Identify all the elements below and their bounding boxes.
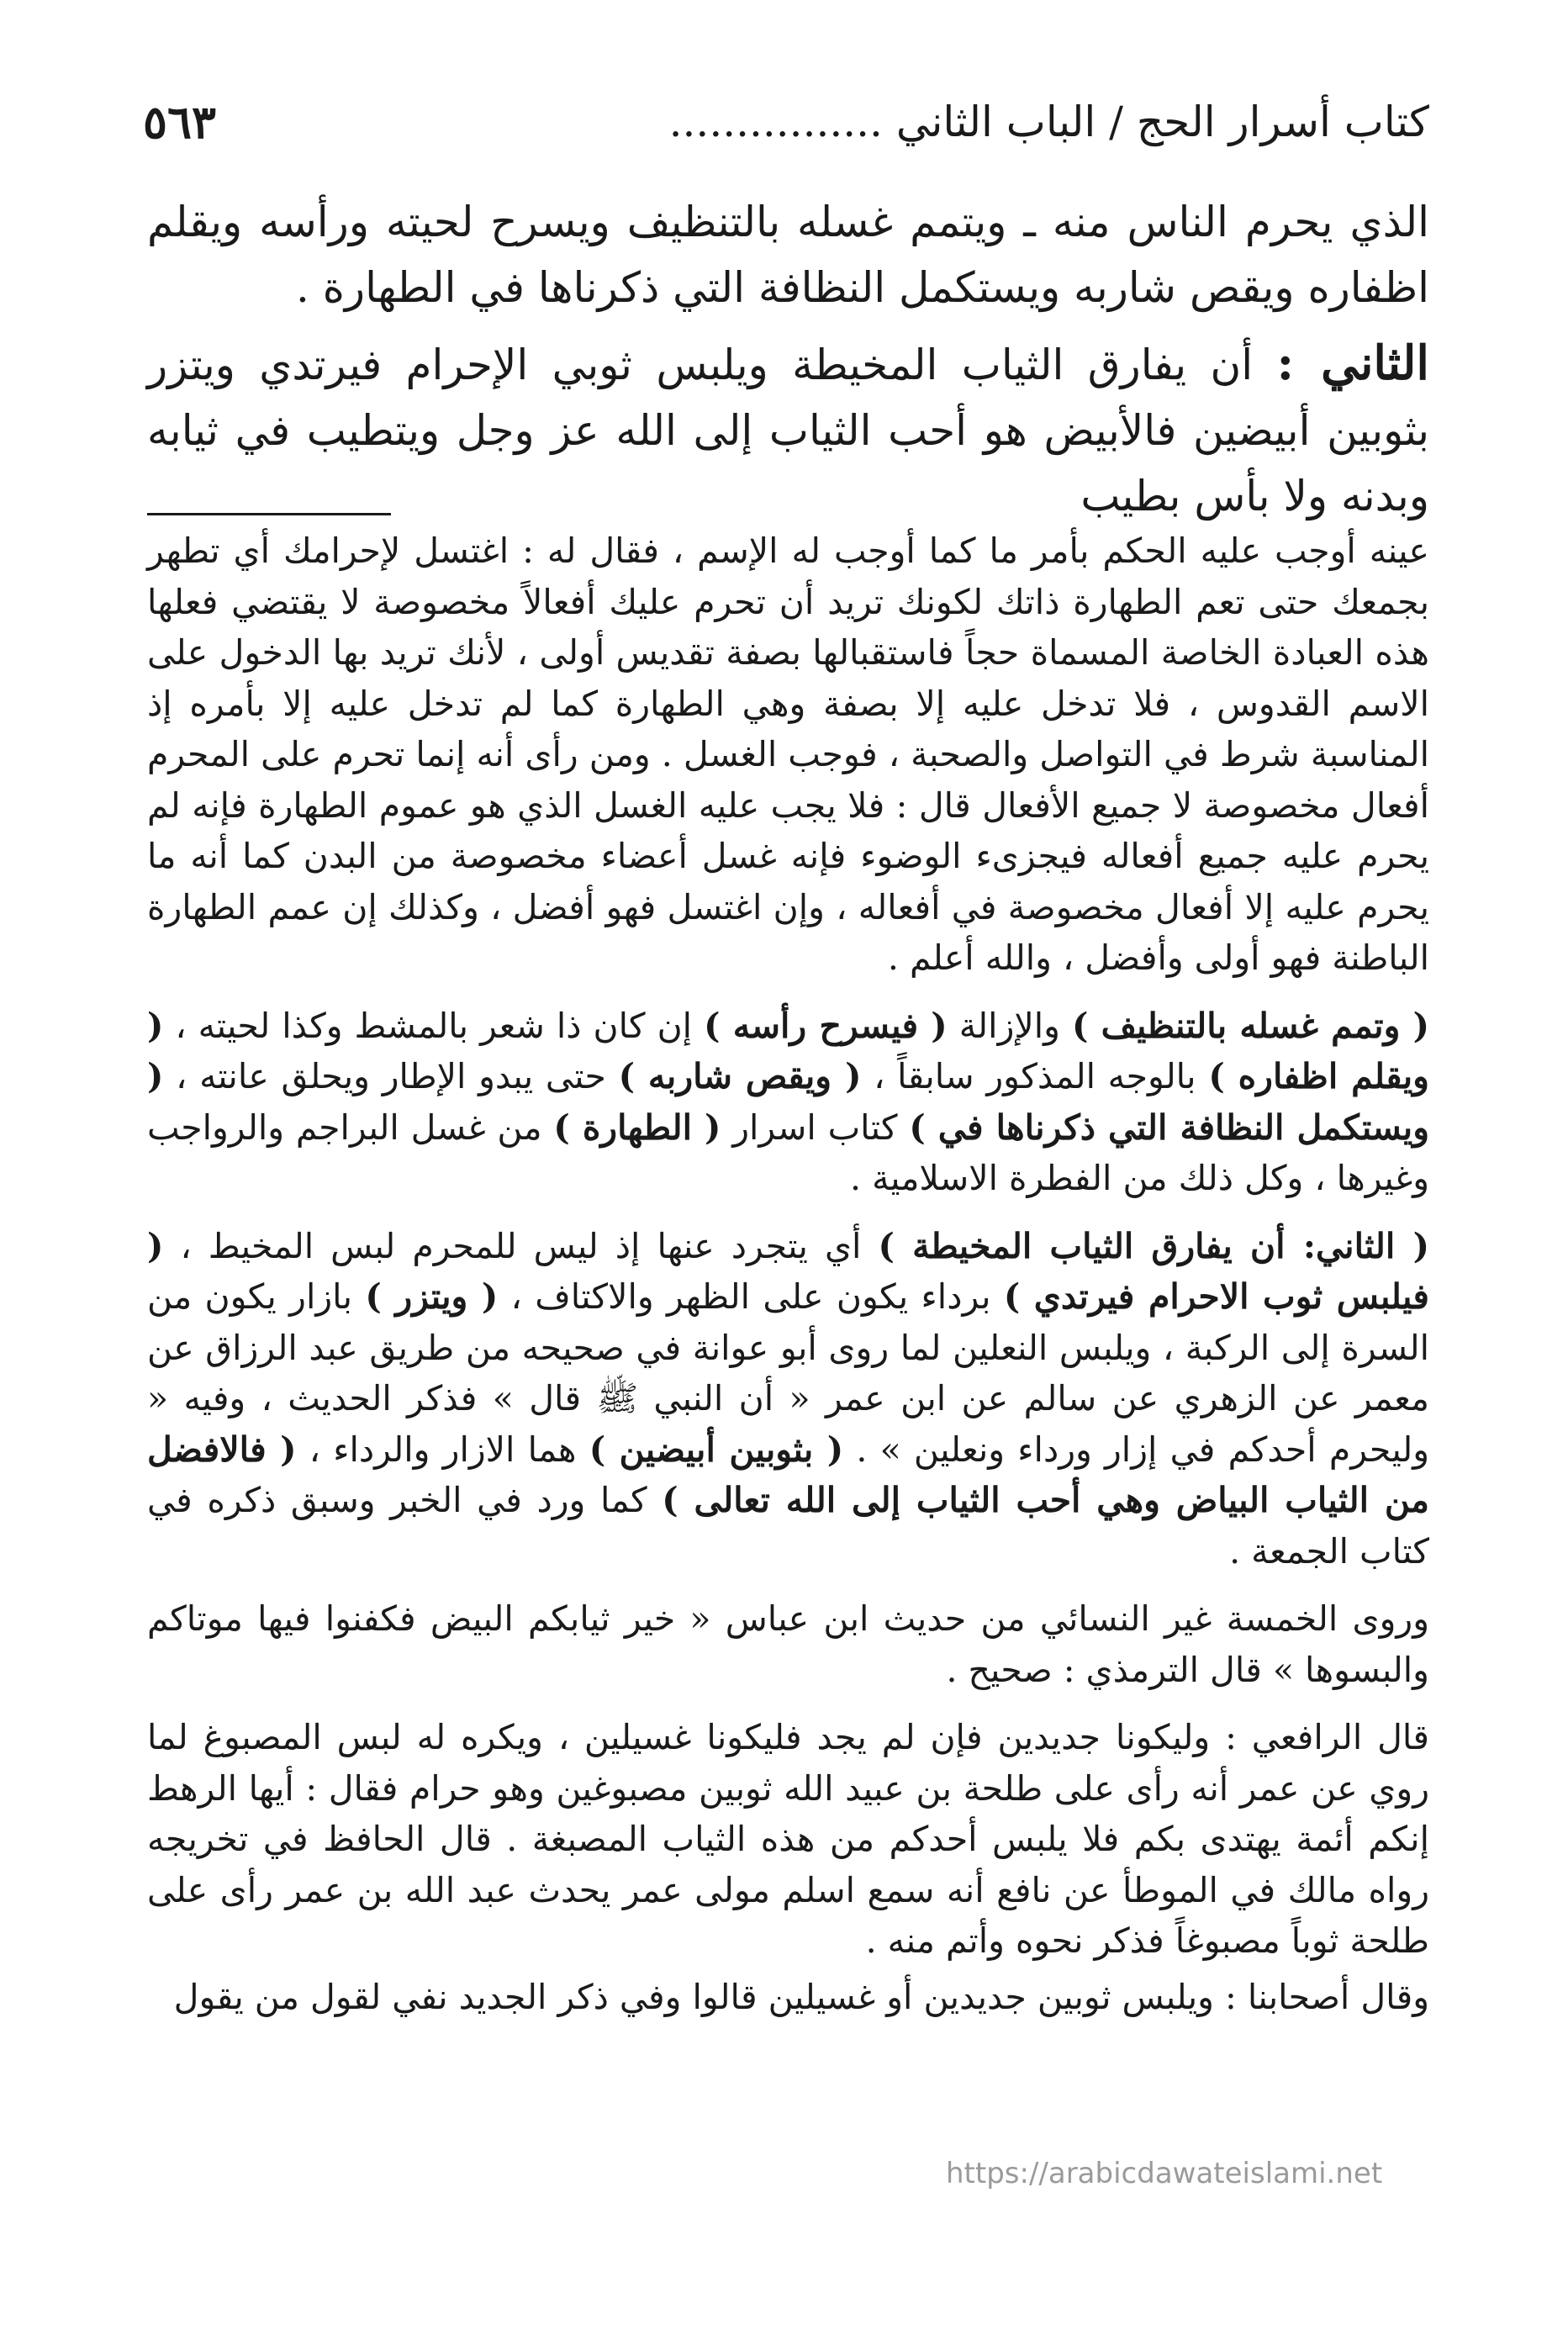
commentary-paragraph <box>147 1001 1429 1204</box>
commentary-text: كما ورد في الخبر وسبق ذكره في كتاب الجمعة . <box>147 1480 1429 1572</box>
quoted-phrase: ( فيلبس ثوب الاحرام فيرتدي ) <box>147 1225 1429 1317</box>
quoted-phrase: ( فيسرح رأسه ) <box>704 1005 948 1046</box>
main-paragraph <box>147 189 1429 320</box>
commentary-paragraph <box>147 1221 1429 1577</box>
commentary-text: من غسل البراجم والرواجب وغيرها ، وكل ذلك من الفطرة الاسلامية . <box>147 1107 1429 1198</box>
quoted-phrase: ( وتمم غسله بالتنظيف ) <box>1071 1005 1430 1046</box>
section-lead: الثاني : <box>1276 335 1429 391</box>
commentary-text: والإزالة <box>947 1005 1072 1046</box>
commentary-text: كتاب اسرار <box>721 1107 910 1148</box>
commentary-text: إن كان ذا شعر بالمشط وكذا لحيته ، <box>163 1005 705 1046</box>
commentary-text: وقال أصحابنا : ويلبس ثوبين جديدين أو غسيلين قالوا وفي ذكر الجديد نفي لقول من يقول <box>173 1976 1429 2017</box>
commentary-text: قال الرافعي : وليكونا جديدين فإن لم يجد فليكونا غسيلين ، ويكره له لبس المصبوغ لما روي عن عمر أنه رأى على طلحة بن عبيد الله ثوبين مصبوغين وهو حرام فقال : أيها الرهط إنكم أئمة يهتدى بكم فلا يلبس أحدكم من هذه الثياب المصبغة . قال الحافظ في تخريجه رواه مالك في الموطأ عن نافع أنه سمع اسلم مولى عمر يحدث عبد الله بن عمر رأى على طلحة ثوباً مصبوغاً فذكر نحوه وأتم منه . <box>147 1717 1429 1961</box>
quoted-phrase: ( ويتزر ) <box>365 1276 499 1317</box>
running-title: كتاب أسرار الحج / الباب الثاني ................ <box>668 98 1429 146</box>
commentary-text: عينه أوجب عليه الحكم بأمر ما كما أوجب له الإسم ، فقال له : اغتسل لإحرامك أي تطهر بجمعك حتى تعم الطهارة ذاتك لكونك تريد أن تحرم عليك أفعالاً مخصوصة لا يقتضي فعلها هذه العبادة الخاصة المسماة حجاً فاستقبالها بصفة تقديس أولى ، لأنك تريد بها الدخول على الاسم القدوس ، فلا تدخل عليه إلا بصفة وهي الطهارة كما لم تدخل عليه إلا بأمره إذ المناسبة شرط في التواصل والصحبة ، فوجب الغسل . ومن رأى أنه إنما تحرم على المحرم أفعال مخصوصة لا جميع الأفعال قال : فلا يجب عليه الغسل الذي هو عموم الطهارة فإنه لم يحرم عليه جميع أفعاله فيجزىء الوضوء فإنه غسل أعضاء مخصوصة من البدن كما أنه ما يحرم عليه إلا أفعال مخصوصة في أفعاله ، وإن اغتسل فهو أفضل ، وكذلك إن عمم الطهارة الباطنة فهو أولى وأفضل ، والله أعلم . <box>147 531 1429 978</box>
quoted-phrase: ( ويقص شاربه ) <box>618 1056 862 1096</box>
commentary-text: برداء يكون على الظهر والاكتاف ، <box>498 1276 1004 1317</box>
main-text <box>147 189 1429 539</box>
running-header <box>143 88 1429 156</box>
quoted-phrase: ( الطهارة ) <box>553 1107 721 1148</box>
source-watermark: https://arabicdawateislami.net <box>946 2157 1383 2190</box>
quoted-phrase: ( ويقلم اظفاره ) <box>147 1005 1429 1096</box>
quoted-phrase: ( الثاني: أن يفارق الثياب المخيطة ) <box>878 1225 1430 1266</box>
quoted-phrase: ( فالافضل من الثياب البياض وهي أحب الثياب إلى الله تعالى ) <box>147 1429 1429 1520</box>
commentary-text: وروى الخمسة غير النسائي من حديث ابن عباس « خير ثيابكم البيض فكفنوا فيها موتاكم والبسوها » قال الترمذي : صحيح . <box>147 1598 1429 1690</box>
commentary-text: بازار يكون من السرة إلى الركبة ، ويلبس النعلين لما روى أبو عوانة في صحيحه من طريق عبد الرزاق عن معمر عن الزهري عن سالم عن ابن عمر « أن النبي ﷺ قال » فذكر الحديث ، وفيه « وليحرم أحدكم في إزار ورداء ونعلين » . <box>147 1276 1430 1470</box>
commentary-text: حتى يبدو الإطار ويحلق عانته ، <box>163 1056 619 1096</box>
footnote-divider <box>147 513 391 515</box>
commentary <box>147 526 1429 2039</box>
page-number: ٥٦٣ <box>143 95 217 149</box>
quoted-phrase: ( ويستكمل النظافة التي ذكرناها في ) <box>147 1056 1430 1148</box>
commentary-paragraph <box>147 1972 1429 2023</box>
commentary-paragraph <box>147 526 1429 984</box>
main-paragraph-text: الذي يحرم الناس منه ـ ويتمم غسله بالتنظيف ويسرح لحيته ورأسه ويقلم اظفاره ويقص شاربه ويستكمل النظافة التي ذكرناها في الطهارة . <box>147 198 1429 312</box>
main-paragraph <box>147 330 1429 529</box>
commentary-text: أي يتجرد عنها إذ ليس للمحرم لبس المخيط ، <box>163 1225 879 1266</box>
commentary-text: بالوجه المذكور سابقاً ، <box>861 1056 1209 1096</box>
quoted-phrase: ( بثوبين أبيضين ) <box>589 1429 844 1470</box>
main-paragraph-text: أن يفارق الثياب المخيطة ويلبس ثوبي الإحرام فيرتدي ويتزر بثوبين أبيضين فالأبيض هو أحب الثياب إلى الله عز وجل ويتطيب في ثيابه وبدنه ولا بأس بطيب <box>147 341 1429 520</box>
commentary-paragraph <box>147 1712 1429 1967</box>
commentary-paragraph <box>147 1593 1429 1695</box>
commentary-text: هما الازار والرداء ، <box>296 1429 589 1470</box>
